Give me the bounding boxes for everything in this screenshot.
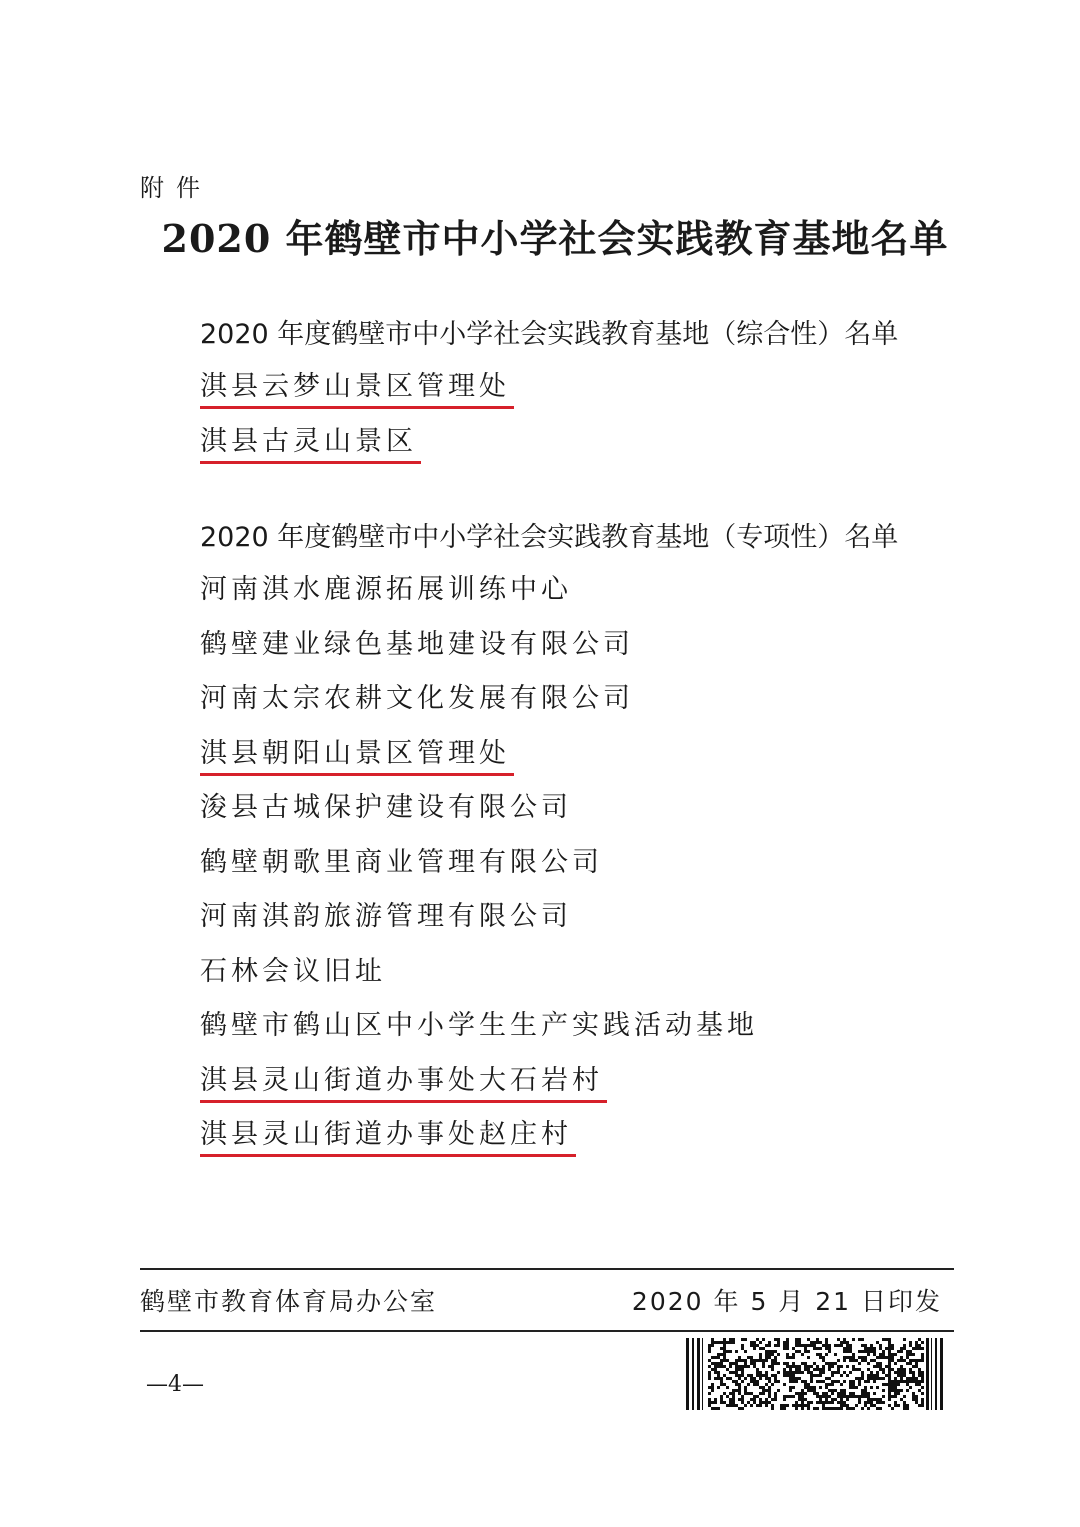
list-item — [200, 618, 960, 673]
comprehensive-list — [200, 360, 960, 469]
list-item-label: 淇县灵山街道办事处大石岩村 — [200, 1064, 607, 1103]
list-item-label: 淇县灵山街道办事处赵庄村 — [200, 1118, 576, 1157]
list-item-label: 鹤壁建业绿色基地建设有限公司 — [200, 628, 634, 660]
list-item-label: 河南太宗农耕文化发展有限公司 — [200, 683, 634, 714]
special-list — [200, 563, 960, 1163]
issue-date: 2020 年 5 月 21 日印发 — [631, 1287, 942, 1316]
document-title: 2020 年鹤壁市中小学社会实践教育基地名单 — [161, 216, 949, 261]
list-item — [200, 999, 960, 1054]
list-item-label: 石林会议旧址 — [200, 955, 386, 987]
list-item-label: 鹤壁市鹤山区中小学生生产实践活动基地 — [200, 1010, 758, 1041]
list-item — [200, 1108, 960, 1163]
comprehensive-section — [200, 310, 960, 469]
list-item — [200, 890, 960, 945]
list-item-label: 淇县云梦山景区管理处 — [200, 370, 514, 409]
list-item-label: 淇县古灵山景区 — [200, 425, 421, 464]
list-item-label: 浚县古城保护建设有限公司 — [200, 792, 572, 823]
list-item — [200, 1054, 960, 1109]
barcode-icon — [686, 1338, 944, 1410]
attachment-label: 附件 — [140, 174, 212, 202]
issuer: 鹤壁市教育体育局办公室 — [140, 1287, 438, 1316]
list-item — [200, 360, 960, 415]
footer-top-rule — [140, 1268, 954, 1270]
list-item — [200, 945, 960, 1000]
list-item — [200, 415, 960, 470]
list-item-label: 河南淇水鹿源拓展训练中心 — [200, 574, 572, 605]
comprehensive-heading: 2020 年度鹤壁市中小学社会实践教育基地（综合性）名单 — [200, 319, 899, 350]
list-item — [200, 727, 960, 782]
list-item-label: 河南淇韵旅游管理有限公司 — [200, 901, 572, 932]
list-item — [200, 836, 960, 891]
list-item — [200, 781, 960, 836]
special-section — [200, 513, 960, 1163]
page-number: —4— — [146, 1372, 204, 1397]
list-item — [200, 563, 960, 618]
special-heading: 2020 年度鹤壁市中小学社会实践教育基地（专项性）名单 — [200, 522, 899, 553]
list-item — [200, 672, 960, 727]
footer-bottom-rule — [140, 1330, 954, 1332]
list-item-label: 鹤壁朝歌里商业管理有限公司 — [200, 846, 603, 878]
list-item-label: 淇县朝阳山景区管理处 — [200, 737, 514, 776]
